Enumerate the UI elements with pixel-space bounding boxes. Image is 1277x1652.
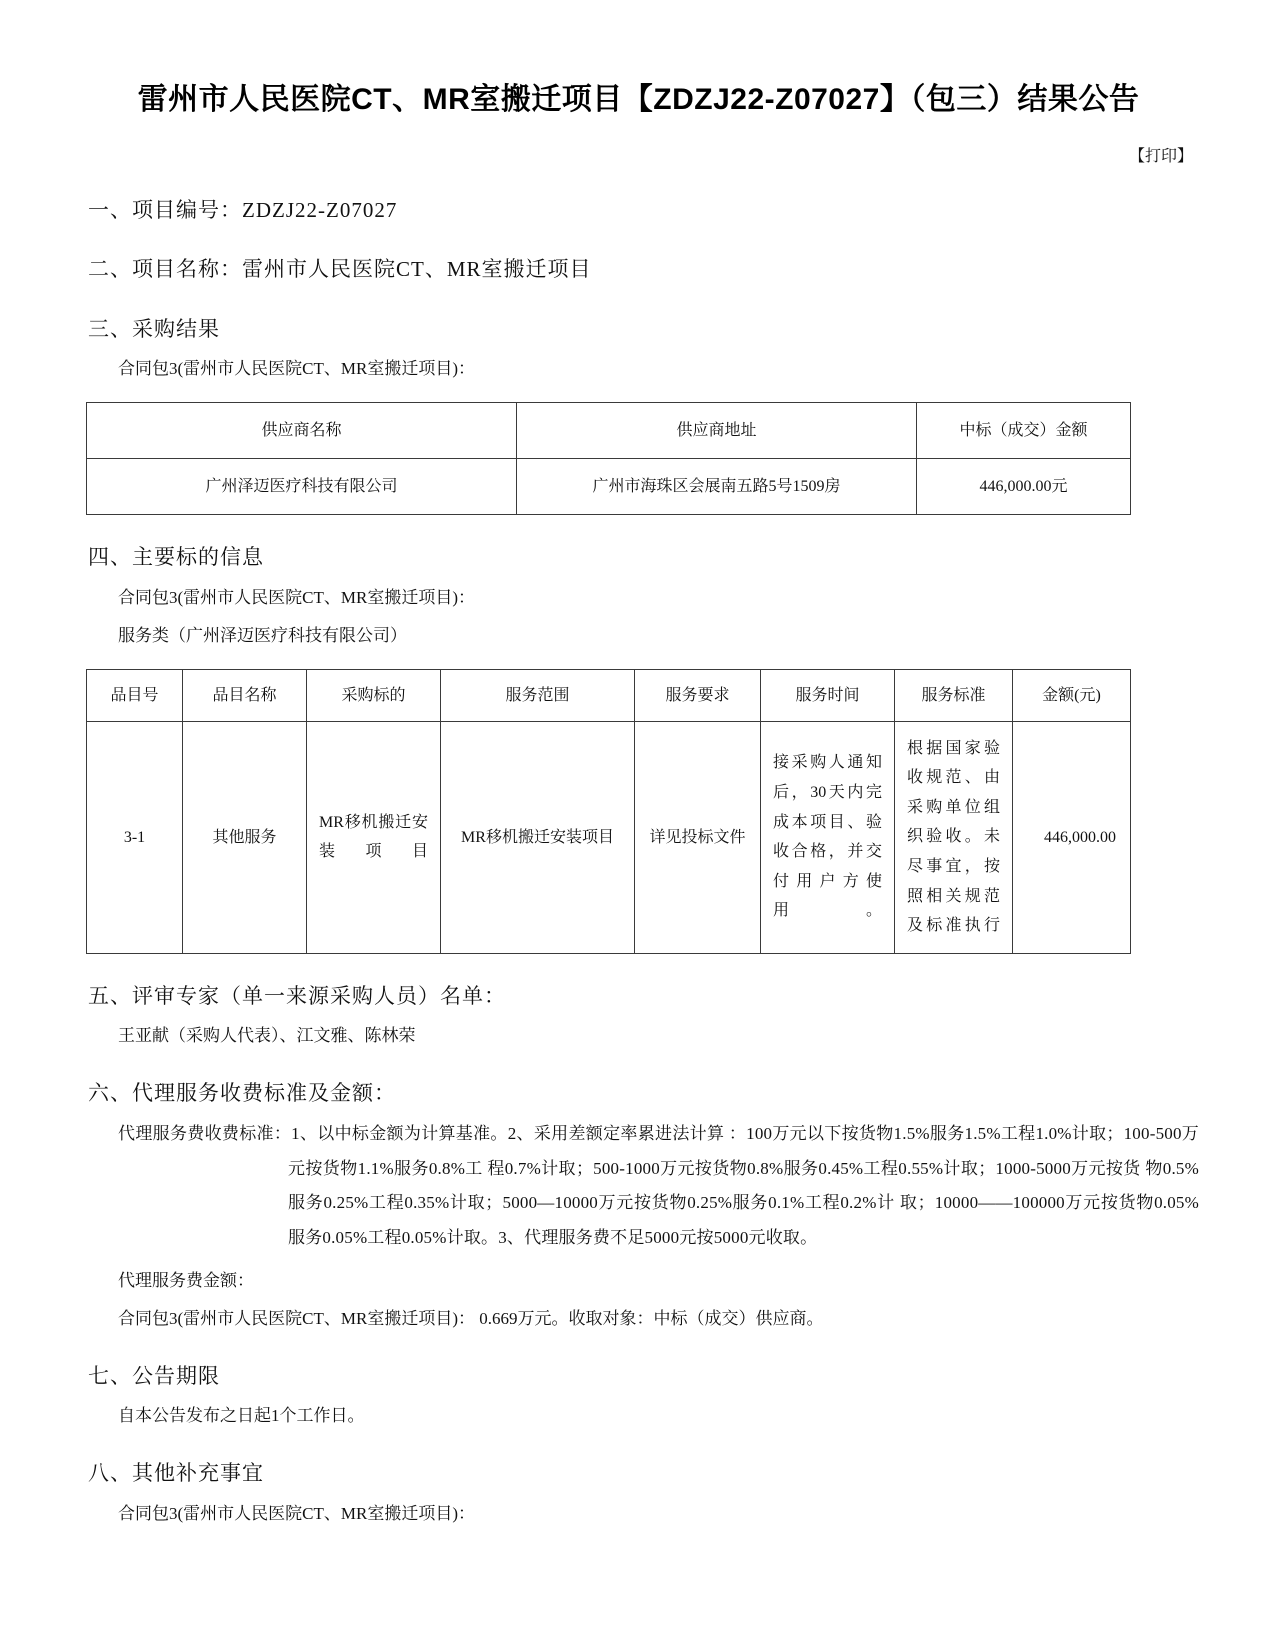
table-header-row — [87, 669, 1131, 721]
page-title: 雷州市人民医院CT、MR室搬迁项目【ZDZJ22-Z07027】（包三）结果公告 — [137, 83, 1140, 116]
column-header-service-scope: 服务范围 — [441, 669, 635, 721]
section-purchase-result: 三、采购结果 — [88, 316, 220, 341]
main-items-category: 服务类（广州泽迈医疗科技有限公司） — [118, 625, 407, 645]
column-header-supplier-address: 供应商地址 — [517, 403, 917, 459]
section-project-name: 二、项目名称：雷州市人民医院CT、MR室搬迁项目 — [88, 257, 592, 282]
column-header-item-name: 品目名称 — [183, 669, 307, 721]
cell-service-scope: MR移机搬迁安装项目 — [441, 721, 635, 953]
cell-amount: 446,000.00 — [1013, 721, 1131, 953]
column-header-item-no: 品目号 — [87, 669, 183, 721]
column-header-supplier-name: 供应商名称 — [87, 403, 517, 459]
purchase-result-package: 合同包3(雷州市人民医院CT、MR室搬迁项目)： — [118, 359, 475, 379]
table-header-row — [87, 403, 1131, 459]
result-table — [86, 402, 1131, 515]
items-table — [86, 669, 1131, 954]
print-link[interactable]: 【打印】 — [1128, 147, 1193, 165]
section-other-matters: 八、其他补充事宜 — [88, 1461, 264, 1485]
column-header-bid-amount: 中标（成交）金额 — [917, 403, 1131, 459]
cell-item-no: 3-1 — [87, 721, 183, 953]
agency-fee-standard: 代理服务费收费标准：1、以中标金额为计算基准。2、采用差额定率累进法计算 ：100万元以下按货物1.5%服务1.5%工程1.0%计取；100-500万元按货物1.1%服务0.8%工 程0.7%计取；500-1000万元按货物0.8%服务0.45%工程0.55%计取；1000-5000万元按货 物0.5%服务0.25%工程0.35%计取；5000—10000万元按货物0.25%服务0.1%工程0.2%计 取；10000——100000万元按货物0.05%服务0.05%工程0.05%计取。3、代理服务费不足5000元按5000元收取。 — [118, 1123, 1199, 1248]
cell-item-name: 其他服务 — [183, 721, 307, 953]
cell-service-requirement: 详见投标文件 — [635, 721, 761, 953]
agency-fee-amount-label: 代理服务费金额： — [118, 1271, 254, 1291]
announcement-period-text: 自本公告发布之日起1个工作日。 — [118, 1406, 365, 1426]
section-announcement-period: 七、公告期限 — [88, 1363, 220, 1388]
table-row — [87, 459, 1131, 515]
agency-fee-amount-value: 合同包3(雷州市人民医院CT、MR室搬迁项目)： 0.669万元。收取对象：中标（成交）供应商。 — [118, 1308, 824, 1328]
column-header-service-requirement: 服务要求 — [635, 669, 761, 721]
cell-service-standard: 根据国家验收规范、由采购单位组织验收。未尽事宜，按照相关规范及标准执行 — [895, 721, 1013, 953]
table-row — [87, 721, 1131, 953]
column-header-purchase-target: 采购标的 — [307, 669, 441, 721]
cell-purchase-target: MR移机搬迁安装项目 — [307, 721, 441, 953]
cell-service-time: 接采购人通知后，30天内完成本项目、验收合格，并交付用户方使用。 — [761, 721, 895, 953]
column-header-amount: 金额(元) — [1013, 669, 1131, 721]
section-agency-fee: 六、代理服务收费标准及金额： — [88, 1081, 396, 1106]
main-items-package: 合同包3(雷州市人民医院CT、MR室搬迁项目)： — [118, 588, 475, 607]
column-header-service-time: 服务时间 — [761, 669, 895, 721]
cell-supplier-name: 广州泽迈医疗科技有限公司 — [87, 459, 517, 515]
section-main-items: 四、主要标的信息 — [88, 545, 264, 570]
cell-bid-amount: 446,000.00元 — [917, 459, 1131, 515]
column-header-service-standard: 服务标准 — [895, 669, 1013, 721]
print-row — [78, 143, 1199, 166]
section-review-experts: 五、评审专家（单一来源采购人员）名单： — [88, 983, 506, 1008]
review-experts-list: 王亚献（采购人代表）、江文雅、陈林荣 — [118, 1026, 416, 1046]
cell-supplier-address: 广州市海珠区会展南五路5号1509房 — [517, 459, 917, 515]
other-matters-text: 合同包3(雷州市人民医院CT、MR室搬迁项目)： — [118, 1503, 475, 1523]
section-project-number: 一、项目编号：ZDZJ22-Z07027 — [88, 197, 398, 222]
